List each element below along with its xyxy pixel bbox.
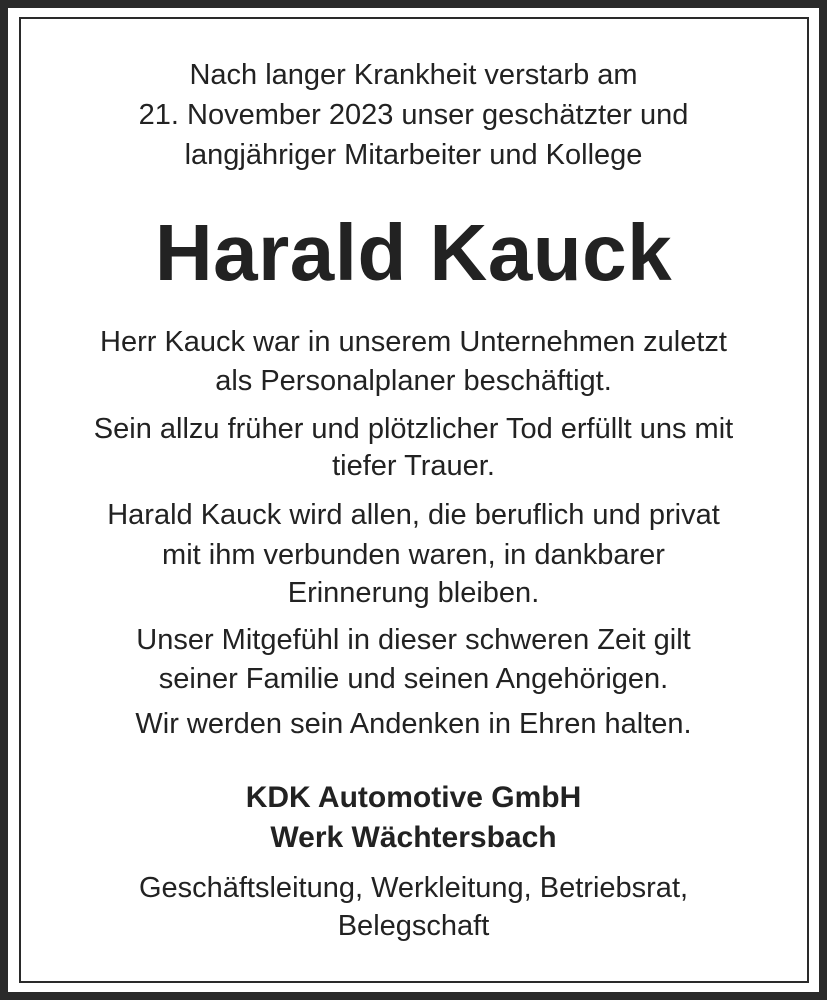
paragraph-2-line-1: Sein allzu früher und plötzlicher Tod erfüllt uns mit [93,413,734,445]
signatories-line-2: Belegschaft [337,910,490,942]
signatories-line-1: Geschäftsleitung, Werkleitung, Betriebsrat, [138,872,689,904]
paragraph-1-line-2: als Personalplaner beschäftigt. [215,365,612,397]
paragraph-1-line-1: Herr Kauck war in unserem Unternehmen zuletzt [100,326,727,358]
paragraph-3-line-3: Erinnerung bleiben. [287,577,540,609]
company-site: Werk Wächtersbach [270,821,557,854]
paragraph-5-line-1: Wir werden sein Andenken in Ehren halten. [135,708,692,740]
paragraph-3-line-2: mit ihm verbunden waren, in dankbarer [162,539,665,571]
intro-line-1: Nach langer Krankheit verstarb am [189,59,638,91]
paragraph-3-line-1: Harald Kauck wird allen, die beruflich und privat [107,499,720,531]
intro-line-3: langjähriger Mitarbeiter und Kollege [184,139,643,171]
paragraph-4-line-1: Unser Mitgefühl in dieser schweren Zeit gilt [136,624,691,656]
paragraph-4-line-2: seiner Familie und seinen Angehörigen. [158,663,669,695]
intro-line-2: 21. November 2023 unser geschätzter und [138,99,689,131]
deceased-name: Harald Kauck [154,208,673,297]
paragraph-2-line-2: tiefer Trauer. [332,450,495,482]
company-name: KDK Automotive GmbH [245,781,582,814]
